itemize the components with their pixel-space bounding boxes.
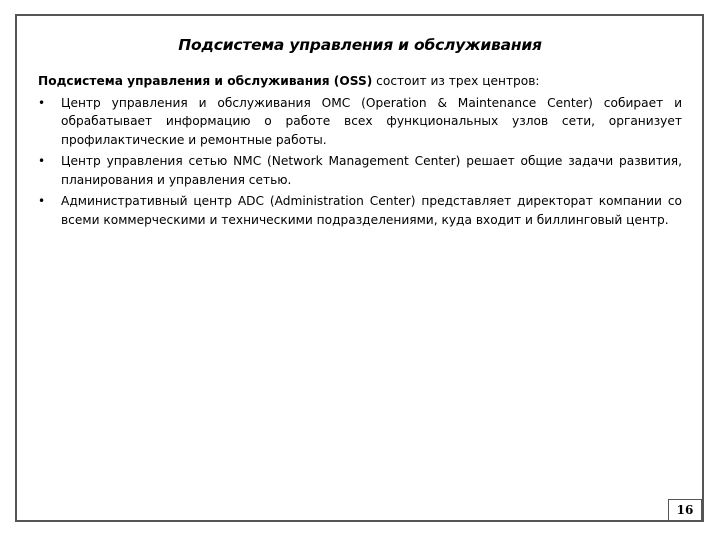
page-number: 16: [668, 499, 702, 521]
bullet-icon: •: [38, 95, 46, 110]
bullet-text-omc: Центр управления и обслуживания OMC (Operation & Maintenance Center) собирает и обрабатывает информацию о работе всех функциональных узлов сети, организует профилактические и ремонтные работы.: [61, 95, 682, 147]
bullet-text-adc: Административный центр ADC (Administration Center) представляет директорат компании со всеми коммерческими и техническими подразделениями, куда входит и биллинговый центр.: [61, 194, 682, 227]
intro-bold-text: Подсистема управления и обслуживания (OSS): [38, 74, 373, 88]
bullet-list: [38, 94, 682, 230]
bullet-icon: •: [38, 194, 46, 208]
bullet-item-omc: [38, 94, 682, 150]
intro-rest-text: состоит из трех центров:: [372, 74, 540, 88]
bullet-item-nmc: [38, 152, 682, 189]
slide-title: Подсистема управления и обслуживания: [178, 36, 542, 54]
slide-content: [38, 72, 682, 232]
bullet-icon: •: [38, 154, 46, 168]
intro-paragraph: [38, 72, 682, 91]
bullet-item-adc: [38, 192, 682, 229]
bullet-text-nmc: Центр управления сетью NMC (Network Management Center) решает общие задачи развития, планирования и управления сетью.: [61, 154, 682, 187]
